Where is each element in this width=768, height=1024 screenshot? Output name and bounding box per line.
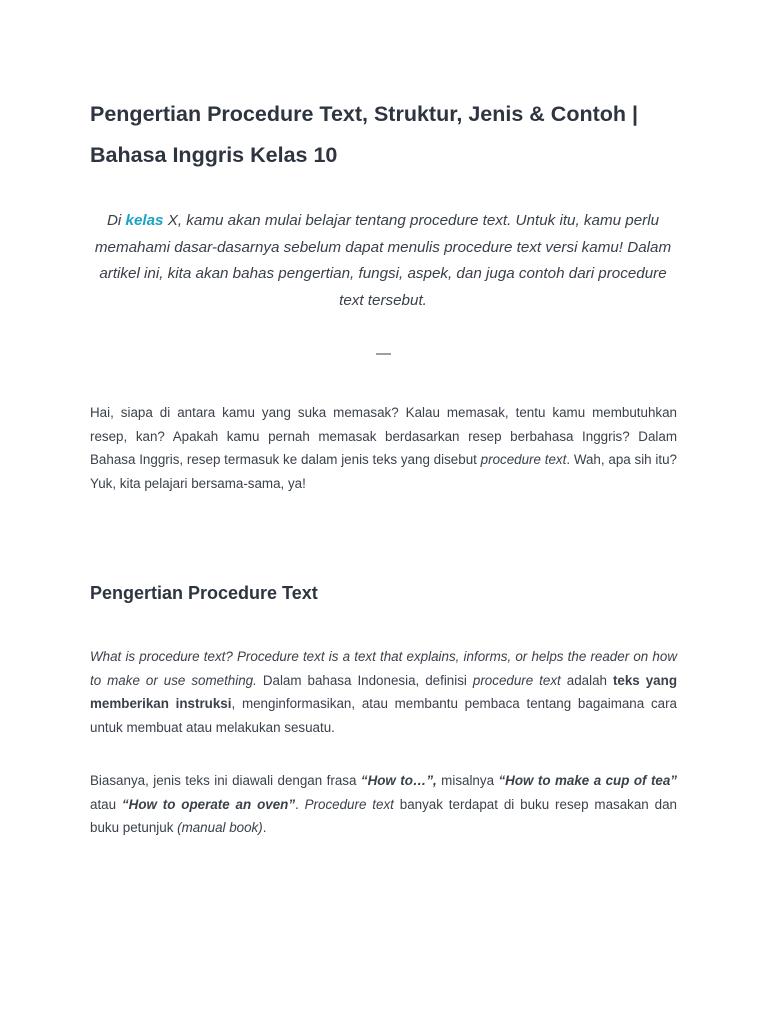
examples-phrase-tea-text: “How to make a cup of tea” <box>498 773 677 788</box>
opening-text-2: . Wah, apa sih itu? Yuk, kita pelajari bersama-sama, ya! <box>90 452 677 491</box>
examples-text-5: banyak terdapat di buku resep masakan dan buku petunjuk <box>90 796 677 836</box>
article-title-line-1: Pengertian Procedure Text, Struktur, Jenis & Contoh | <box>90 102 638 126</box>
kelas-link[interactable]: kelas <box>125 212 164 229</box>
intro-text: X, kamu akan mulai belajar tentang procedure text. Untuk itu, kamu perlu memahami dasar-dasarnya sebelum dapat menulis procedure text versi kamu! Dalam artikel ini, kita akan bahas pengertian, fungsi, aspek, dan juga contoh dari procedure text tersebut. <box>94 212 672 309</box>
intro-paragraph <box>92 208 674 314</box>
definition-text-3: , menginformasikan, atau membantu pembaca tentang bagaimana cara untuk membuat atau melakukan sesuatu. <box>90 696 677 735</box>
intro-prefix: Di <box>106 212 126 229</box>
definition-bold: teks yang memberikan instruksi <box>90 672 677 712</box>
article-title-line-2: Bahasa Inggris Kelas 10 <box>90 143 338 167</box>
definition-text-1: Dalam bahasa Indonesia, definisi <box>256 672 473 688</box>
definition-text-2: adalah <box>560 672 613 688</box>
definition-english: What is procedure text? Procedure text is a text that explains, informs, or helps the reader on how to make or use something. <box>90 649 677 688</box>
examples-phrase-tea <box>498 773 677 788</box>
examples-text-1: Biasanya, jenis teks ini diawali dengan frasa <box>90 773 361 788</box>
article-title <box>90 94 690 176</box>
definition-paragraph <box>90 645 677 739</box>
examples-text-3: atau <box>90 796 122 812</box>
opening-emphasis: procedure text <box>480 452 567 468</box>
opening-paragraph <box>90 401 677 495</box>
definition-term: procedure text <box>472 672 561 688</box>
examples-text-2: misalnya <box>436 773 499 788</box>
examples-phrase-how-to <box>361 773 437 788</box>
examples-phrase-oven-text: “How to operate an oven” <box>121 796 296 812</box>
examples-paragraph <box>90 769 677 840</box>
examples-manual-book: (manual book) <box>177 820 263 836</box>
examples-phrase-oven <box>122 797 295 812</box>
examples-term: Procedure text <box>304 796 394 812</box>
examples-phrase-how-to-text: “How to…”, <box>360 773 437 788</box>
section-divider: — <box>376 345 391 362</box>
examples-text-6: . <box>262 820 267 836</box>
section-heading: Pengertian Procedure Text <box>90 583 318 603</box>
examples-text-4: . <box>295 796 305 812</box>
opening-text-1: Hai, siapa di antara kamu yang suka memasak? Kalau memasak, tentu kamu membutuhkan resep, kan? Apakah kamu pernah memasak berdasarkan resep berbahasa Inggris? Dalam Bahasa Inggris, resep termasuk ke dalam jenis teks yang disebut <box>90 405 677 468</box>
